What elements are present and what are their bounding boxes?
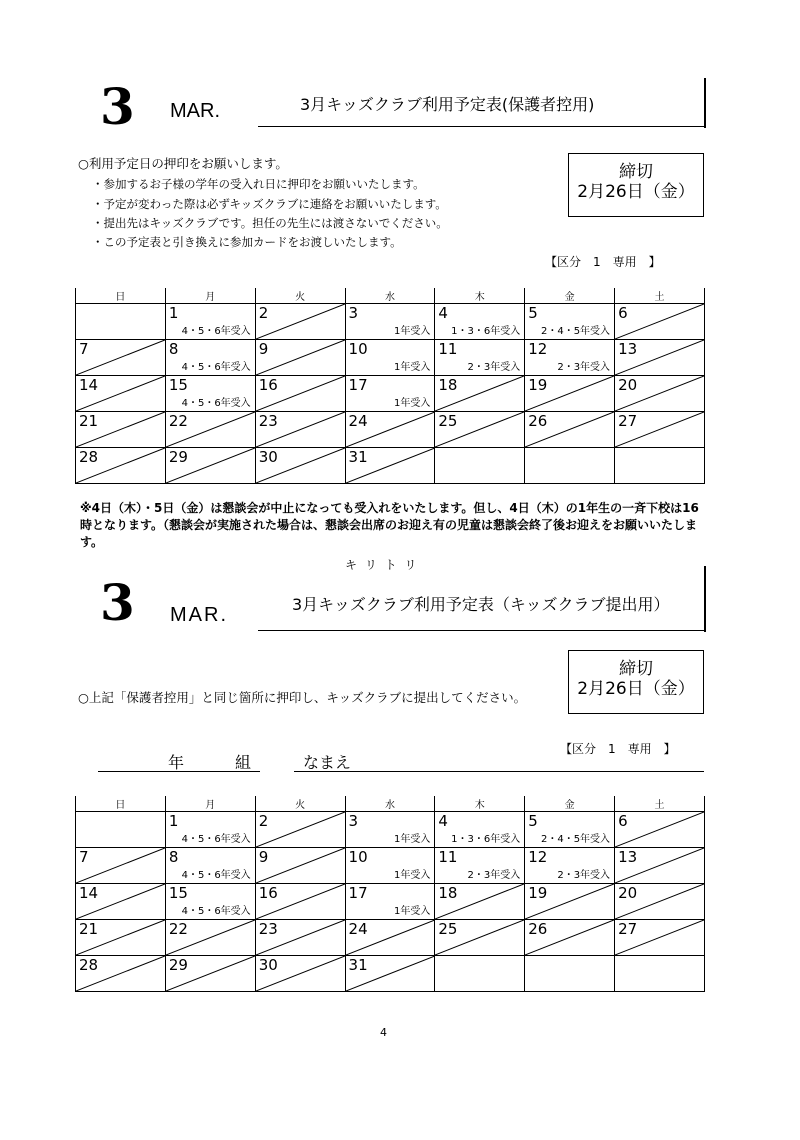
- calendar-day-cell[interactable]: [435, 448, 525, 484]
- calendar-day-cell[interactable]: [345, 848, 435, 884]
- day-number: 1: [168, 812, 179, 830]
- calendar-day-cell[interactable]: [165, 340, 255, 376]
- weekday-label: 土: [615, 796, 705, 812]
- day-number: 31: [348, 956, 368, 974]
- day-number: 21: [79, 412, 99, 430]
- calendar-day-cell[interactable]: [255, 920, 345, 956]
- calendar-day-cell[interactable]: [435, 412, 525, 448]
- day-number: 8: [168, 340, 179, 358]
- day-number: 17: [348, 884, 368, 902]
- calendar-day-cell[interactable]: [255, 848, 345, 884]
- calendar-day-cell[interactable]: [525, 956, 615, 992]
- day-number: 18: [438, 884, 458, 902]
- calendar-day-cell[interactable]: [525, 848, 615, 884]
- calendar-day-cell[interactable]: [345, 376, 435, 412]
- calendar-day-cell[interactable]: [345, 340, 435, 376]
- strike-diagonal: [76, 848, 165, 883]
- weekday-label: 日: [76, 796, 166, 812]
- strike-diagonal: [256, 812, 345, 847]
- bottom-deadline-date: 2月26日（金）: [577, 679, 695, 699]
- calendar-day-cell[interactable]: [525, 884, 615, 920]
- top-deadline-date: 2月26日（金）: [577, 182, 695, 202]
- calendar-day-cell[interactable]: [76, 884, 166, 920]
- top-notes-main: ○利用予定日の押印をお願いします。: [78, 156, 288, 171]
- day-number: 12: [528, 340, 548, 358]
- top-note-1: ・参加するお子様の学年の受入れ日に押印をお願いいたします。: [92, 177, 425, 191]
- calendar-day-cell[interactable]: [165, 412, 255, 448]
- calendar-day-cell[interactable]: [76, 412, 166, 448]
- calendar-week-row: [76, 884, 705, 920]
- calendar-day-cell[interactable]: [76, 448, 166, 484]
- bottom-month-label: MAR.: [170, 604, 228, 626]
- day-number: 27: [618, 412, 638, 430]
- acceptance-grades: 2・3年受入: [467, 358, 520, 373]
- calendar-day-cell[interactable]: [435, 920, 525, 956]
- day-number: 11: [438, 848, 458, 866]
- calendar-day-cell[interactable]: [76, 812, 166, 848]
- calendar-day-cell[interactable]: [345, 956, 435, 992]
- acceptance-grades: 1・3・6年受入: [451, 322, 520, 337]
- day-number: 6: [618, 812, 628, 830]
- day-number: 8: [168, 848, 179, 866]
- bottom-title: 3月キッズクラブ利用予定表（キッズクラブ提出用）: [292, 595, 670, 614]
- class-label: 組: [235, 753, 252, 772]
- acceptance-grades: 4・5・6年受入: [182, 866, 251, 881]
- day-number: 30: [258, 448, 278, 466]
- day-number: 29: [168, 448, 188, 466]
- calendar-day-cell[interactable]: [255, 412, 345, 448]
- calendar-week-row: [76, 412, 705, 448]
- acceptance-grades: 2・4・5年受入: [541, 322, 610, 337]
- day-number: 15: [168, 376, 188, 394]
- day-number: 3: [348, 304, 359, 322]
- strike-diagonal: [615, 812, 704, 847]
- day-number: 23: [258, 920, 278, 938]
- day-number: 16: [258, 376, 278, 394]
- calendar-day-cell[interactable]: [165, 920, 255, 956]
- calendar-week-row: [76, 920, 705, 956]
- acceptance-grades: 4・5・6年受入: [182, 358, 251, 373]
- day-number: 25: [438, 412, 458, 430]
- weekday-label: 木: [435, 796, 525, 812]
- calendar-day-cell[interactable]: [76, 304, 166, 340]
- day-number: 9: [258, 340, 269, 358]
- top-weekday-header: [76, 288, 705, 304]
- calendar-day-cell[interactable]: [435, 848, 525, 884]
- acceptance-grades: 4・5・6年受入: [182, 830, 251, 845]
- calendar-day-cell[interactable]: [165, 448, 255, 484]
- calendar-day-cell[interactable]: [255, 376, 345, 412]
- day-number: 5: [528, 812, 538, 830]
- day-number: 6: [618, 304, 628, 322]
- weekday-label: 水: [345, 288, 435, 304]
- calendar-day-cell[interactable]: [435, 812, 525, 848]
- calendar-day-cell[interactable]: [76, 848, 166, 884]
- day-number: 7: [79, 848, 89, 866]
- day-number: 28: [79, 956, 99, 974]
- calendar-week-row: [76, 956, 705, 992]
- calendar-day-cell[interactable]: [76, 340, 166, 376]
- top-note-4: ・この予定表と引き換えに参加カードをお渡しいたします。: [92, 235, 402, 249]
- acceptance-grades: 4・5・6年受入: [182, 902, 251, 917]
- calendar-day-cell[interactable]: [525, 412, 615, 448]
- calendar-day-cell[interactable]: [435, 956, 525, 992]
- acceptance-grades: 4・5・6年受入: [182, 322, 251, 337]
- day-number: 7: [79, 340, 89, 358]
- day-number: 25: [438, 920, 458, 938]
- strike-diagonal: [256, 848, 345, 883]
- day-number: 27: [618, 920, 638, 938]
- day-number: 14: [79, 884, 99, 902]
- calendar-day-cell[interactable]: [255, 304, 345, 340]
- calendar-day-cell[interactable]: [435, 304, 525, 340]
- day-number: 14: [79, 376, 99, 394]
- top-note-2: ・予定が変わった際は必ずキッズクラブに連絡をお願いいたします。: [92, 197, 447, 211]
- day-number: 17: [348, 376, 368, 394]
- acceptance-grades: 1年受入: [394, 322, 430, 337]
- calendar-day-cell[interactable]: [435, 340, 525, 376]
- calendar-day-cell[interactable]: [255, 812, 345, 848]
- day-number: 26: [528, 920, 548, 938]
- calendar-day-cell[interactable]: [345, 448, 435, 484]
- weekday-label: 火: [255, 288, 345, 304]
- weekday-label: 火: [255, 796, 345, 812]
- day-number: 4: [438, 812, 448, 830]
- calendar-day-cell[interactable]: [435, 376, 525, 412]
- calendar-day-cell[interactable]: [345, 920, 435, 956]
- top-deadline-label: 締切: [619, 162, 653, 182]
- weekday-label: 金: [525, 288, 615, 304]
- bottom-calendar: [75, 796, 705, 992]
- grade-label: 年: [168, 753, 185, 772]
- calendar-day-cell[interactable]: [525, 812, 615, 848]
- page-number: 4: [380, 1026, 387, 1039]
- day-number: 23: [258, 412, 278, 430]
- weekday-label: 月: [165, 288, 255, 304]
- weekday-label: 日: [76, 288, 166, 304]
- day-number: 2: [258, 304, 269, 322]
- day-number: 13: [618, 848, 638, 866]
- calendar-day-cell[interactable]: [255, 884, 345, 920]
- day-number: 4: [438, 304, 448, 322]
- calendar-day-cell[interactable]: [165, 304, 255, 340]
- day-number: 16: [258, 884, 278, 902]
- day-number: 19: [528, 884, 548, 902]
- calendar-day-cell[interactable]: [525, 340, 615, 376]
- calendar-day-cell[interactable]: [76, 376, 166, 412]
- day-number: 19: [528, 376, 548, 394]
- weekday-label: 水: [345, 796, 435, 812]
- calendar-week-row: [76, 340, 705, 376]
- day-number: 5: [528, 304, 538, 322]
- top-title-underline: [258, 126, 706, 127]
- acceptance-grades: 2・3年受入: [557, 866, 610, 881]
- calendar-day-cell[interactable]: [76, 920, 166, 956]
- calendar-day-cell[interactable]: [165, 376, 255, 412]
- acceptance-grades: 1・3・6年受入: [451, 830, 520, 845]
- day-number: 30: [258, 956, 278, 974]
- calendar-day-cell[interactable]: [165, 884, 255, 920]
- calendar-week-row: [76, 376, 705, 412]
- calendar-day-cell[interactable]: [615, 920, 705, 956]
- calendar-day-cell[interactable]: [435, 884, 525, 920]
- calendar-day-cell[interactable]: [165, 848, 255, 884]
- calendar-day-cell[interactable]: [525, 920, 615, 956]
- weekday-label: 木: [435, 288, 525, 304]
- bottom-category: 【区分 1 専用 】: [560, 742, 676, 756]
- day-number: 13: [618, 340, 638, 358]
- acceptance-grades: 1年受入: [394, 394, 430, 409]
- top-title: 3月キッズクラブ利用予定表(保護者控用): [300, 95, 595, 114]
- day-number: 31: [348, 448, 368, 466]
- acceptance-grades: 2・3年受入: [467, 866, 520, 881]
- acceptance-grades: 1年受入: [394, 830, 430, 845]
- acceptance-grades: 4・5・6年受入: [182, 394, 251, 409]
- top-big-number: 3: [100, 77, 135, 136]
- acceptance-grades: 1年受入: [394, 866, 430, 881]
- calendar-day-cell[interactable]: [255, 340, 345, 376]
- bottom-big-number: 3: [100, 573, 135, 632]
- calendar-week-row: [76, 848, 705, 884]
- strike-diagonal: [76, 340, 165, 375]
- calendar-day-cell[interactable]: [255, 956, 345, 992]
- day-number: 24: [348, 920, 368, 938]
- day-number: 11: [438, 340, 458, 358]
- calendar-day-cell[interactable]: [165, 956, 255, 992]
- calendar-day-cell[interactable]: [615, 956, 705, 992]
- acceptance-grades: 1年受入: [394, 358, 430, 373]
- calendar-day-cell[interactable]: [525, 304, 615, 340]
- bottom-deadline-box: [568, 650, 704, 714]
- weekday-label: 金: [525, 796, 615, 812]
- name-label: なまえ: [303, 753, 352, 772]
- day-number: 15: [168, 884, 188, 902]
- calendar-day-cell[interactable]: [165, 812, 255, 848]
- day-number: 24: [348, 412, 368, 430]
- day-number: 18: [438, 376, 458, 394]
- calendar-day-cell[interactable]: [615, 812, 705, 848]
- calendar-day-cell[interactable]: [615, 884, 705, 920]
- strike-diagonal: [256, 340, 345, 375]
- calendar-day-cell[interactable]: [345, 304, 435, 340]
- bottom-weekday-header: [76, 796, 705, 812]
- name-underline: [294, 771, 704, 772]
- calendar-day-cell[interactable]: [255, 448, 345, 484]
- grade-class-underline: [98, 771, 260, 772]
- calendar-day-cell[interactable]: [525, 376, 615, 412]
- day-number: 1: [168, 304, 179, 322]
- calendar-day-cell[interactable]: [345, 884, 435, 920]
- day-number: 20: [618, 376, 638, 394]
- calendar-day-cell[interactable]: [615, 376, 705, 412]
- top-note-3: ・提出先はキッズクラブです。担任の先生には渡さないでください。: [92, 216, 448, 230]
- day-number: 10: [348, 340, 368, 358]
- day-number: 2: [258, 812, 269, 830]
- calendar-week-row: [76, 448, 705, 484]
- cut-line-label: キ リ ト リ: [345, 558, 419, 572]
- strike-diagonal: [256, 304, 345, 339]
- calendar-day-cell[interactable]: [76, 956, 166, 992]
- day-number: 22: [168, 920, 188, 938]
- day-number: 21: [79, 920, 99, 938]
- day-number: 26: [528, 412, 548, 430]
- weekday-label: 土: [615, 288, 705, 304]
- bottom-title-underline: [258, 630, 706, 631]
- strike-diagonal: [615, 304, 704, 339]
- top-calendar: [75, 288, 705, 484]
- weekday-label: 月: [165, 796, 255, 812]
- top-month-label: MAR.: [170, 100, 220, 122]
- day-number: 9: [258, 848, 269, 866]
- top-deadline-box: [568, 153, 704, 217]
- top-title-vertical-rule: [704, 78, 706, 128]
- calendar-day-cell[interactable]: [345, 412, 435, 448]
- calendar-day-cell[interactable]: [615, 412, 705, 448]
- day-number: 28: [79, 448, 99, 466]
- calendar-day-cell[interactable]: [615, 848, 705, 884]
- bottom-deadline-label: 締切: [619, 659, 653, 679]
- day-number: 22: [168, 412, 188, 430]
- calendar-day-cell[interactable]: [525, 448, 615, 484]
- acceptance-grades: 1年受入: [394, 902, 430, 917]
- calendar-week-row: [76, 304, 705, 340]
- top-category: 【区分 1 専用 】: [545, 255, 661, 269]
- day-number: 12: [528, 848, 548, 866]
- day-number: 20: [618, 884, 638, 902]
- calendar-day-cell[interactable]: [615, 304, 705, 340]
- day-number: 29: [168, 956, 188, 974]
- day-number: 3: [348, 812, 359, 830]
- acceptance-grades: 2・4・5年受入: [541, 830, 610, 845]
- calendar-day-cell[interactable]: [615, 448, 705, 484]
- footnote: ※4日（木）・5日（金）は懇談会が中止になっても受入れをいたします。但し、4日（木）の1年生の一斉下校は16時となります。（懇談会が実施された場合は、懇談会出席のお迎え有の児童は懇談会終了後お迎えをお願いいたします。: [80, 501, 699, 549]
- bottom-instruction: ○上記「保護者控用」と同じ箇所に押印し、キッズクラブに提出してください。: [78, 690, 527, 705]
- calendar-week-row: [76, 812, 705, 848]
- calendar-day-cell[interactable]: [345, 812, 435, 848]
- calendar-day-cell[interactable]: [615, 340, 705, 376]
- acceptance-grades: 2・3年受入: [557, 358, 610, 373]
- day-number: 10: [348, 848, 368, 866]
- bottom-title-vertical-rule: [704, 566, 706, 632]
